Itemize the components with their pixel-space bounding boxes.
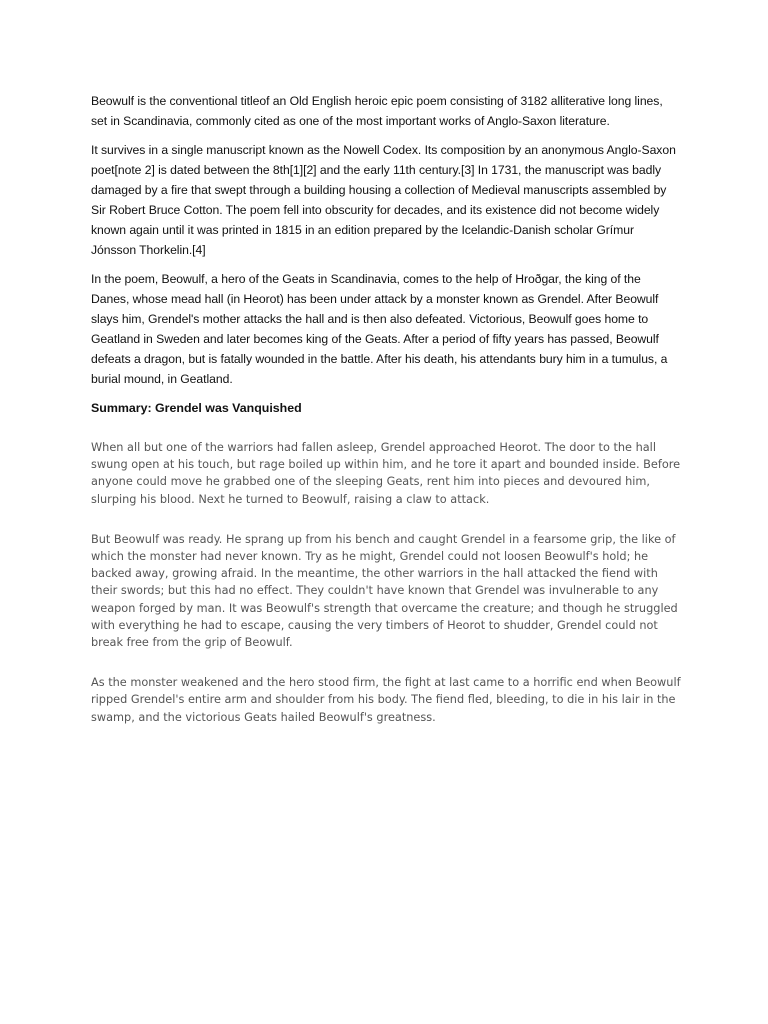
manuscript-paragraph: It survives in a single manuscript known as the Nowell Codex. Its composition by an anonymous Anglo-Saxon poet[note 2] is dated between the 8th[1][2] and the early 11th century.[3] In 1731, the manuscript was badly damaged by a fire that swept through a building housing a collection of Medieval manuscripts assembled by Sir Robert Bruce Cotton. The poem fell into obscurity for decades, and its existence did not become widely known again until it was printed in 1815 in an edition prepared by the Icelandic-Danish scholar Grímur Jónsson Thorkelin.[4] (91, 143, 676, 257)
document-body (91, 91, 681, 749)
intro-paragraph: Beowulf is the conventional titleof an Old English heroic epic poem consisting of 3182 alliterative long lines, set in Scandinavia, commonly cited as one of the most important works of Anglo-Saxon literature. (91, 94, 663, 128)
summary-heading: Summary: Grendel was Vanquished (91, 401, 302, 415)
summary-paragraph-2: But Beowulf was ready. He sprang up from his bench and caught Grendel in a fearsome grip, the like of which the monster had never known. Try as he might, Grendel could not loosen Beowulf's hold; he backed away, growing afraid. In the meantime, the other warriors in the hall attacked the fiend with their swords; but this had no effect. They couldn't have known that Grendel was invulnerable to any weapon forged by man. It was Beowulf's strength that overcame the creature; and though he struggled with everything he had to escape, causing the very timbers of Heorot to shudder, Grendel could not break free from the grip of Beowulf. (91, 532, 678, 650)
summary-paragraph-1: When all but one of the warriors had fallen asleep, Grendel approached Heorot. The door to the hall swung open at his touch, but rage boiled up within him, and he tore it apart and bounded inside. Before anyone could move he grabbed one of the sleeping Geats, rent him into pieces and devoured him, slurping his blood. Next he turned to Beowulf, raising a claw to attack. (91, 441, 681, 506)
summary-paragraph-3: As the monster weakened and the hero stood firm, the fight at last came to a horrific end when Beowulf ripped Grendel's entire arm and shoulder from his body. The fiend fled, bleeding, to die in his lair in the swamp, and the victorious Geats hailed Beowulf's greatness. (91, 676, 681, 724)
plot-paragraph: In the poem, Beowulf, a hero of the Geats in Scandinavia, comes to the help of Hroðgar, the king of the Danes, whose mead hall (in Heorot) has been under attack by a monster known as Grendel. After Beowulf slays him, Grendel's mother attacks the hall and is then also defeated. Victorious, Beowulf goes home to Geatland in Sweden and later becomes king of the Geats. After a period of fifty years has passed, Beowulf defeats a dragon, but is fatally wounded in the battle. After his death, his attendants bury him in a tumulus, a burial mound, in Geatland. (91, 272, 668, 386)
